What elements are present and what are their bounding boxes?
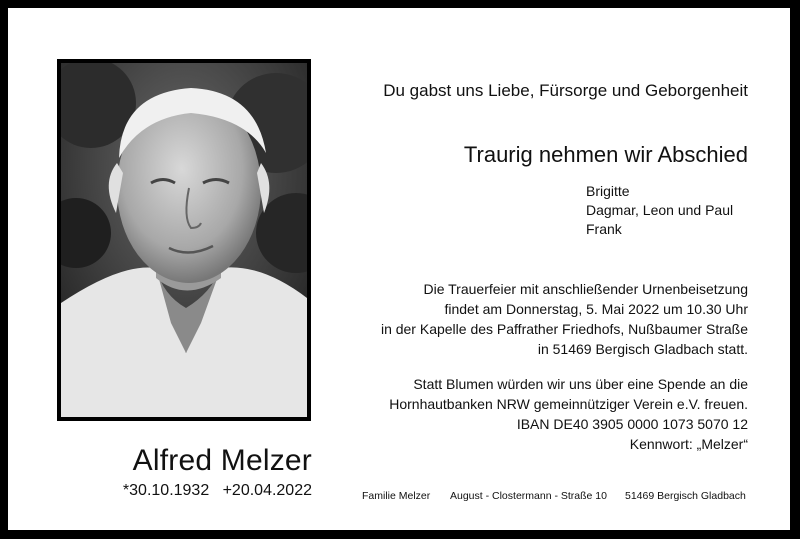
deceased-name: Alfred Melzer — [132, 444, 312, 477]
ceremony-line: findet am Donnerstag, 5. Mai 2022 um 10.30 Uhr — [444, 301, 748, 317]
ceremony-line: Die Trauerfeier mit anschließender Urnenbeisetzung — [423, 281, 748, 297]
ceremony-line: in 51469 Bergisch Gladbach statt. — [537, 341, 748, 357]
footer-street: August - Clostermann - Straße 10 — [450, 490, 607, 502]
motto: Du gabst uns Liebe, Fürsorge und Geborgenheit — [383, 81, 748, 100]
mourners-list — [586, 182, 733, 239]
ceremony-info — [338, 279, 748, 359]
birth-date: *30.10.1932 — [122, 482, 210, 499]
donation-info — [338, 374, 748, 454]
mourner: Brigitte — [586, 183, 630, 199]
ceremony-line: in der Kapelle des Paffrather Friedhofs, Nußbaumer Straße — [380, 321, 748, 337]
mourner: Frank — [586, 221, 622, 237]
donation-line: IBAN DE40 3905 0000 1073 5070 12 — [516, 416, 748, 432]
mourner: Dagmar, Leon und Paul — [586, 202, 734, 218]
donation-line: Statt Blumen würden wir uns über eine Spende an die — [413, 376, 748, 392]
donation-line: Kennwort: „Melzer“ — [629, 436, 748, 452]
donation-line: Hornhautbanken NRW gemeinnütziger Verein e.V. freuen. — [389, 396, 748, 412]
death-date: +20.04.2022 — [222, 482, 312, 499]
footer-city: 51469 Bergisch Gladbach — [625, 490, 746, 502]
portrait-photo — [57, 59, 311, 421]
portrait-image — [61, 63, 307, 417]
headline: Traurig nehmen wir Abschied — [463, 142, 748, 167]
footer-family: Familie Melzer — [362, 490, 431, 502]
obituary-card — [8, 8, 790, 530]
life-dates — [108, 482, 312, 500]
